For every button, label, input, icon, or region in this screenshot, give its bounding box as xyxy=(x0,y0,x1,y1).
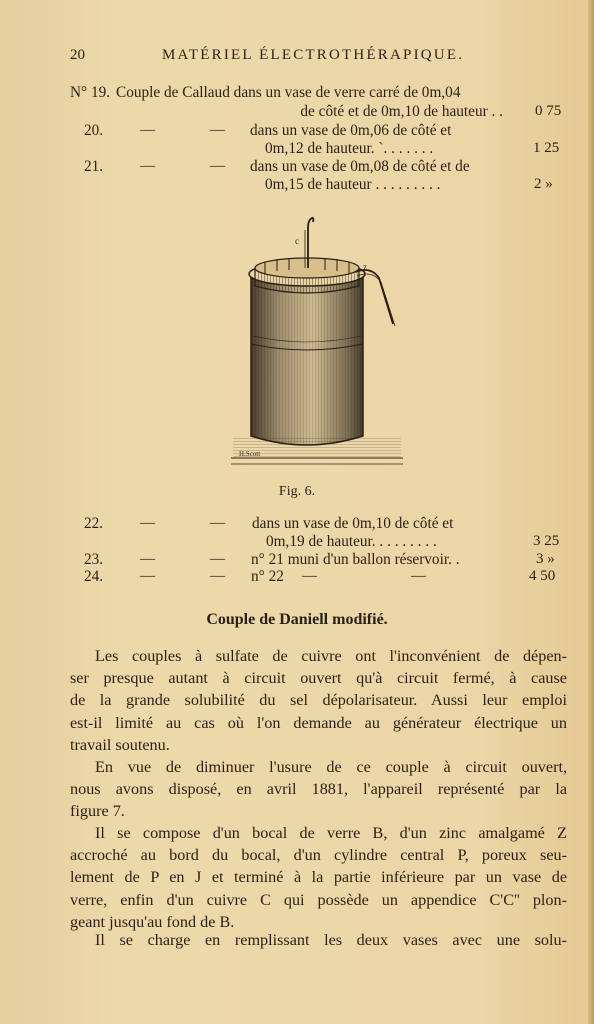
section-title: Couple de Daniell modifié. xyxy=(206,611,388,628)
entry-number: 21. xyxy=(84,158,104,175)
entry-number: 22. xyxy=(84,515,104,532)
text-line: Il se charge en remplissant les deux vases avec une solu- xyxy=(95,931,567,949)
entry-text: 0m,19 de hauteur. . . . . . . . . xyxy=(266,533,437,550)
figure-label-z: z xyxy=(363,262,367,272)
ditto-mark: — xyxy=(140,122,155,138)
battery-cell-illustration xyxy=(231,216,403,470)
engraver-signature: H.Scott xyxy=(239,450,261,458)
ditto-mark: — xyxy=(210,568,225,584)
text-line: Il se compose d'un bocal de verre B, d'un zinc amalgamé Z xyxy=(95,824,567,842)
entry-price: 2 » xyxy=(534,176,553,192)
entry-price: 1 25 xyxy=(533,140,560,156)
entry-text: dans un vase de 0m,06 de côté et xyxy=(250,122,452,139)
text-line: geant jusqu'au fond de B. xyxy=(70,912,235,931)
running-header xyxy=(70,47,500,67)
entry-text: dans un vase de 0m,10 de côté et xyxy=(252,515,454,532)
text-line: nous avons disposé, en avril 1881, l'appareil représenté par la xyxy=(70,780,567,799)
figure-label-c: c xyxy=(295,236,299,246)
entry-text: n° 22 xyxy=(251,568,284,585)
entry-price: 0 75 xyxy=(535,103,562,119)
entry-number: 20. xyxy=(84,122,104,139)
entry-text: dans un vase de 0m,08 de côté et de xyxy=(250,158,470,175)
entry-text: Couple de Callaud dans un vase de verre carré de 0m,04 xyxy=(116,84,461,101)
entry-number: N° 19. xyxy=(70,84,111,101)
paragraph xyxy=(95,929,567,951)
figure-caption: Fig. 6. xyxy=(278,484,316,499)
entry-number: 24. xyxy=(84,568,104,585)
text-line: lement de P en J et terminé à la partie inférieure par un vase de xyxy=(70,868,567,887)
running-title: MATÉRIEL ÉLECTROTHÉRAPIQUE. xyxy=(162,47,465,63)
page-edge xyxy=(588,0,594,1024)
entry-text: n° 21 muni d'un ballon réservoir. . xyxy=(251,551,460,568)
ditto-mark: — xyxy=(210,158,225,174)
text-line: En vue de diminuer l'usure de ce couple à circuit ouvert, xyxy=(95,758,567,776)
ditto-mark: — xyxy=(140,515,155,531)
ditto-mark: — xyxy=(302,568,317,584)
paragraph xyxy=(70,756,567,823)
ditto-mark: — xyxy=(140,158,155,174)
entry-text: de côté et de 0m,10 de hauteur . . xyxy=(300,103,503,120)
entry-price: 4 50 xyxy=(529,568,556,584)
ditto-mark: — xyxy=(411,568,426,584)
text-line: ser presque autant à circuit ouvert qu'à circuit fermé, à cause xyxy=(70,669,567,688)
paragraph xyxy=(70,645,567,756)
ditto-mark: — xyxy=(140,568,155,584)
text-line: de la grande solubilité du sel dépolarisateur. Aussi leur emploi xyxy=(70,691,567,710)
text-line: travail soutenu. xyxy=(70,735,170,754)
entry-number: 23. xyxy=(84,551,104,568)
text-line: est-il limité au cas où l'on demande au générateur électrique un xyxy=(70,713,567,732)
ditto-mark: — xyxy=(210,515,225,531)
ditto-mark: — xyxy=(210,551,225,567)
text-line: Les couples à sulfate de cuivre ont l'inconvénient de dépen- xyxy=(95,647,567,665)
entry-price: 3 » xyxy=(536,551,555,567)
text-line: verre, enfin d'un cuivre C qui possède un appendice C'C'' plon- xyxy=(70,890,567,909)
page-number: 20 xyxy=(70,47,85,63)
text-line: figure 7. xyxy=(70,802,125,821)
entry-price: 3 25 xyxy=(533,533,560,549)
ditto-mark: — xyxy=(210,122,225,138)
paragraph xyxy=(70,822,567,933)
ditto-mark: — xyxy=(140,551,155,567)
text-line: accroché au bord du bocal, d'un cylindre central P, poreux seu- xyxy=(70,846,567,865)
entry-text: 0m,15 de hauteur . . . . . . . . . xyxy=(265,176,441,193)
entry-text: 0m,12 de hauteur. `. . . . . . . xyxy=(265,140,434,157)
